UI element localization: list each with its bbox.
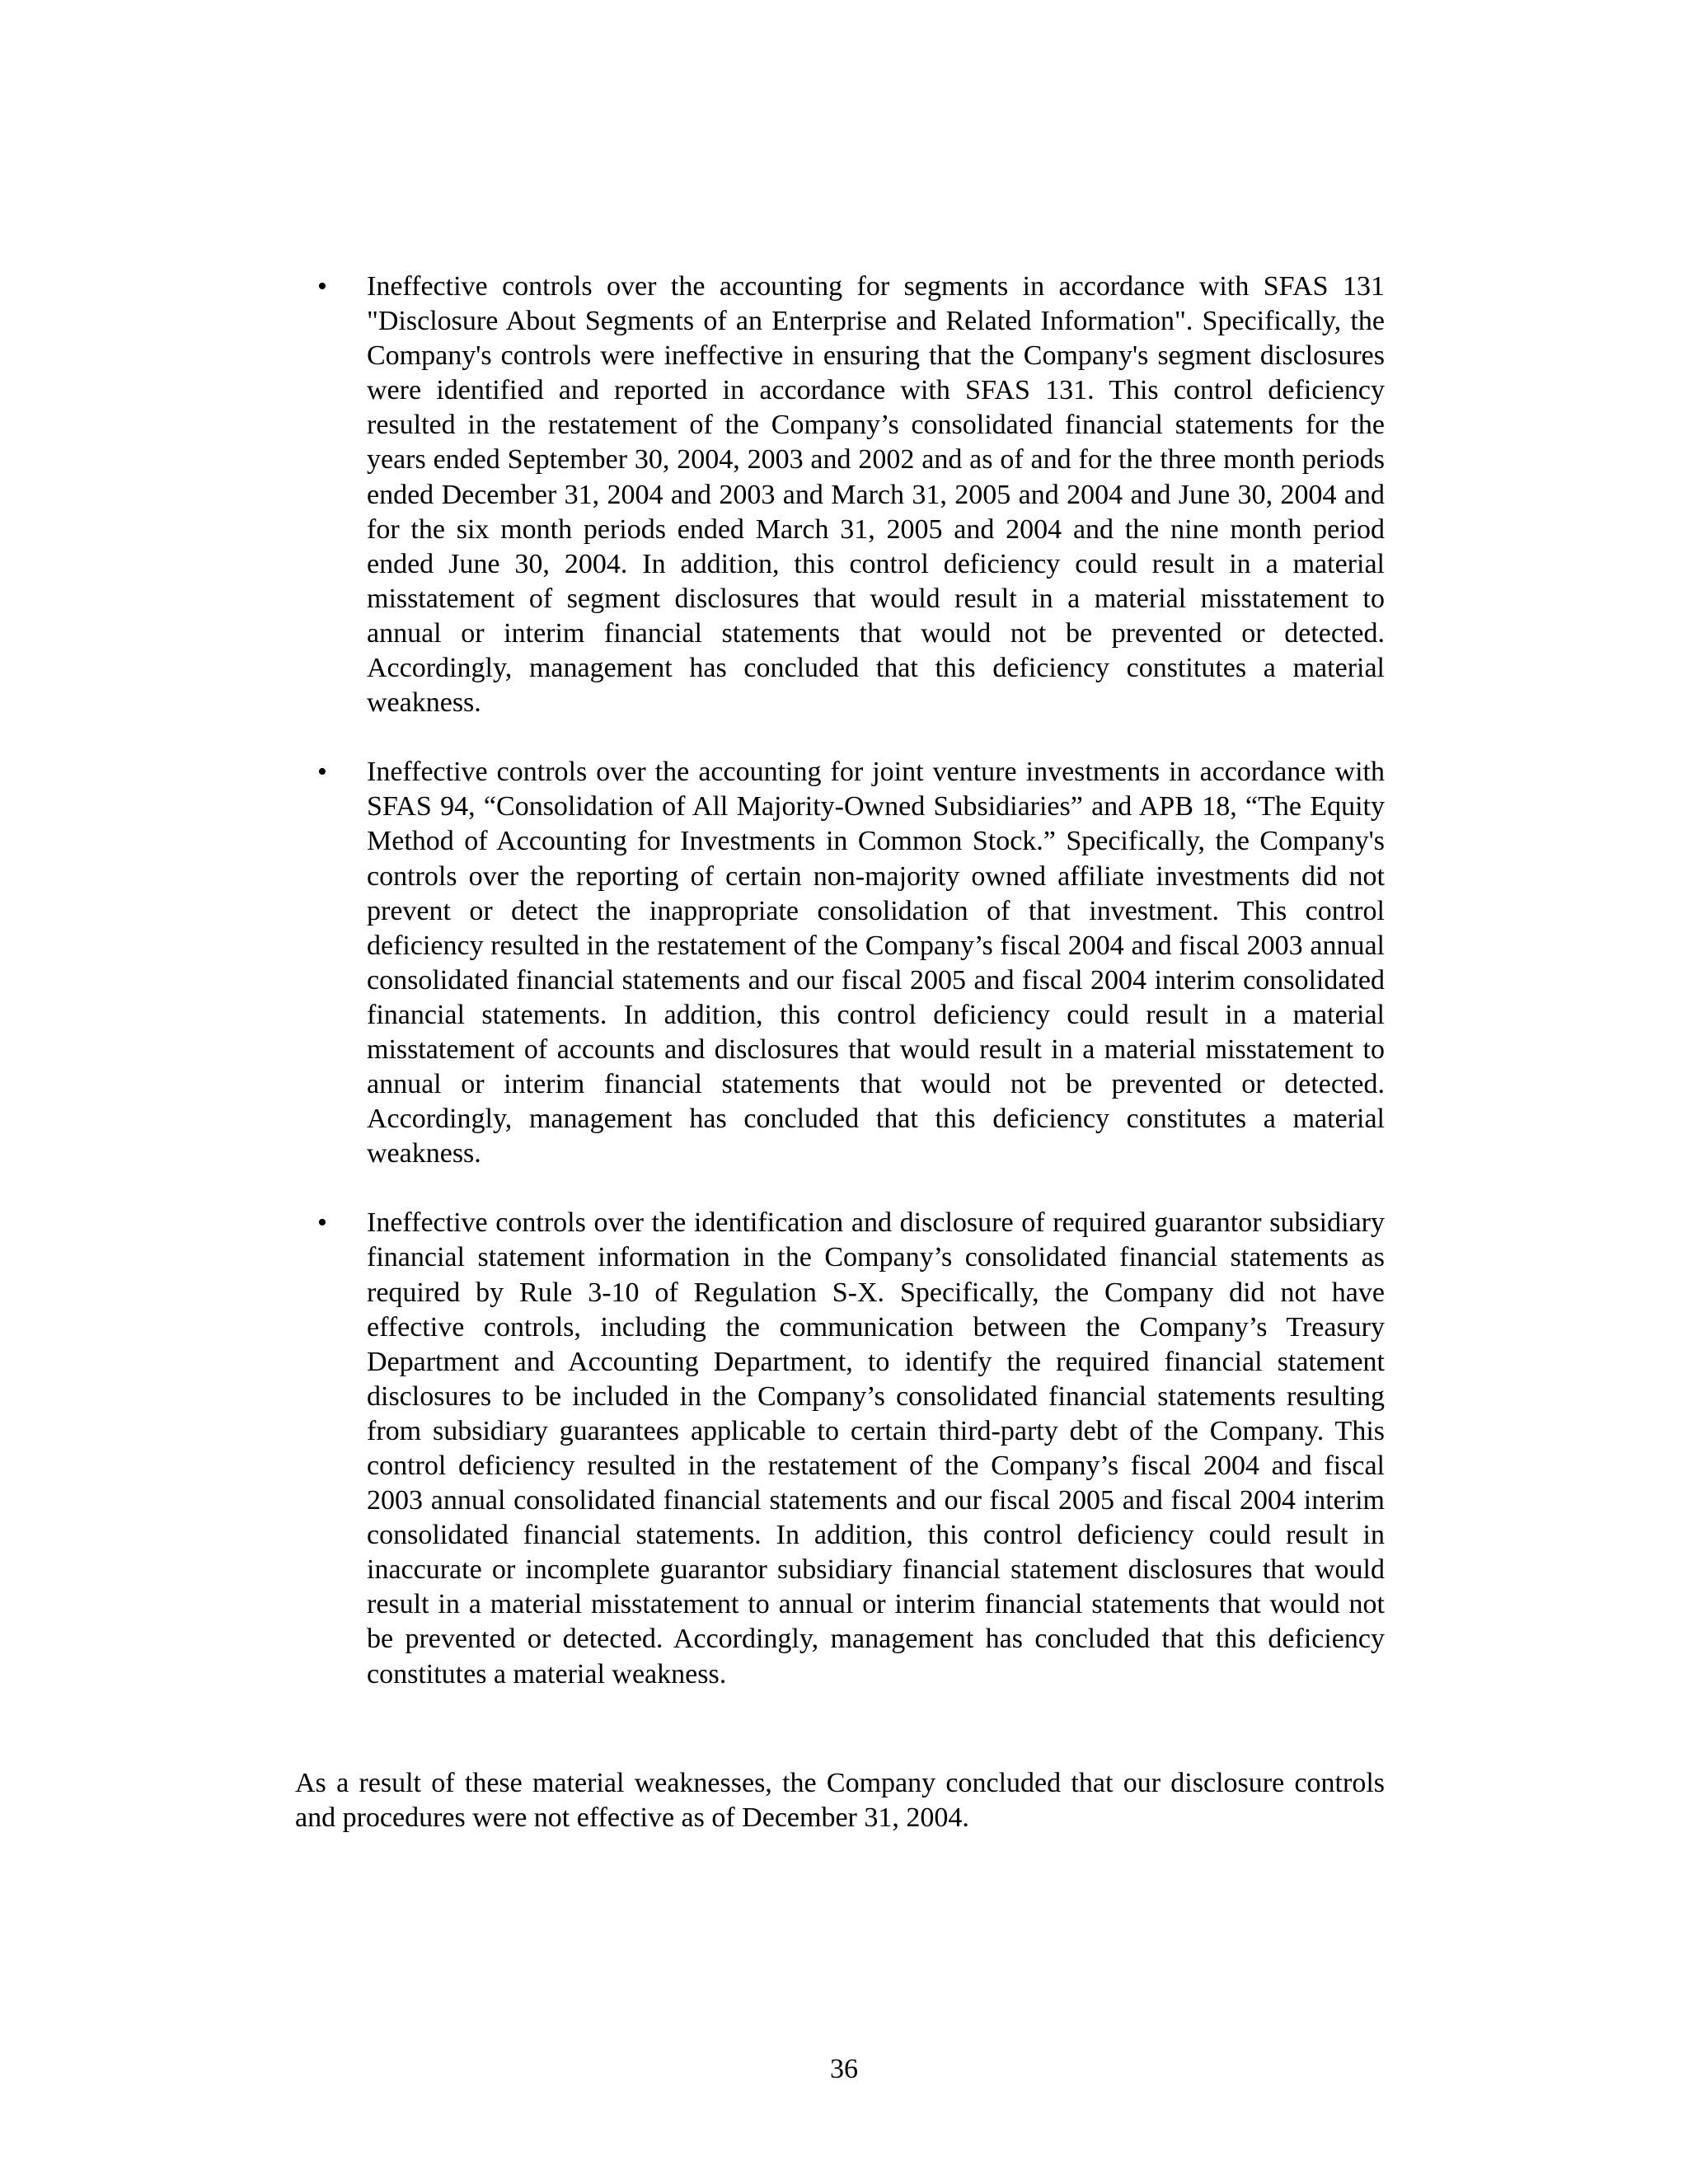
page-number: 36 [830, 2054, 858, 2084]
bullet-icon: • [317, 271, 327, 302]
list-item [305, 269, 1385, 720]
bullet-icon: • [317, 1207, 327, 1239]
bullet-text-guarantor: Ineffective controls over the identification and disclosure of required guarantor subsidiary financial statement information in the Company’s consolidated financial statements as required by Rule 3-10 of Regulation S-X. Specifically, the Company did not have effective controls, including the communication between the Company’s Treasury Department and Accounting Department, to identify the required financial statement disclosures to be included in the Company’s consolidated financial statements resulting from subsidiary guarantees applicable to certain third-party debt of the Company. This control deficiency resulted in the restatement of the Company’s fiscal 2004 and fiscal 2003 annual consolidated financial statements and our fiscal 2005 and fiscal 2004 interim consolidated financial statements. In addition, this control deficiency could result in inaccurate or incomplete guarantor subsidiary financial statement disclosures that would result in a material misstatement to annual or interim financial statements that would not be prevented or detected. Accordingly, management has concluded that this deficiency constitutes a material weakness. [367, 1207, 1385, 1690]
list-item [305, 755, 1385, 1171]
bullet-icon: • [317, 757, 327, 788]
material-weakness-list [305, 269, 1385, 1727]
bullet-text-segments: Ineffective controls over the accounting for segments in accordance with SFAS 131 "Disclosure About Segments of an Enterprise and Related Information". Specifically, the Company's controls were ineffective in ensuring that the Company's segment disclosures were identified and reported in accordance with SFAS 131. This control deficiency resulted in the restatement of the Company’s consolidated financial statements for the years ended September 30, 2004, 2003 and 2002 and as of and for the three month periods ended December 31, 2004 and 2003 and March 31, 2005 and 2004 and June 30, 2004 and for the six month periods ended March 31, 2005 and 2004 and the nine month period ended June 30, 2004. In addition, this control deficiency could result in a material misstatement of segment disclosures that would result in a material misstatement to annual or interim financial statements that would not be prevented or detected. Accordingly, management has concluded that this deficiency constitutes a material weakness. [367, 271, 1385, 719]
list-item [305, 1206, 1385, 1691]
conclusion-paragraph: As a result of these material weaknesses, the Company concluded that our disclosure controls and procedures were not effective as of December 31, 2004. [295, 1768, 1385, 1833]
bullet-text-joint-venture: Ineffective controls over the accounting for joint venture investments in accordance with SFAS 94, “Consolidation of All Majority-Owned Subsidiaries” and APB 18, “The Equity Method of Accounting for Investments in Common Stock.” Specifically, the Company's controls over the reporting of certain non-majority owned affiliate investments did not prevent or detect the inappropriate consolidation of that investment. This control deficiency resulted in the restatement of the Company’s fiscal 2004 and fiscal 2003 annual consolidated financial statements and our fiscal 2005 and fiscal 2004 interim consolidated financial statements. In addition, this control deficiency could result in a material misstatement of accounts and disclosures that would result in a material misstatement to annual or interim financial statements that would not be prevented or detected. Accordingly, management has concluded that this deficiency constitutes a material weakness. [367, 757, 1385, 1169]
